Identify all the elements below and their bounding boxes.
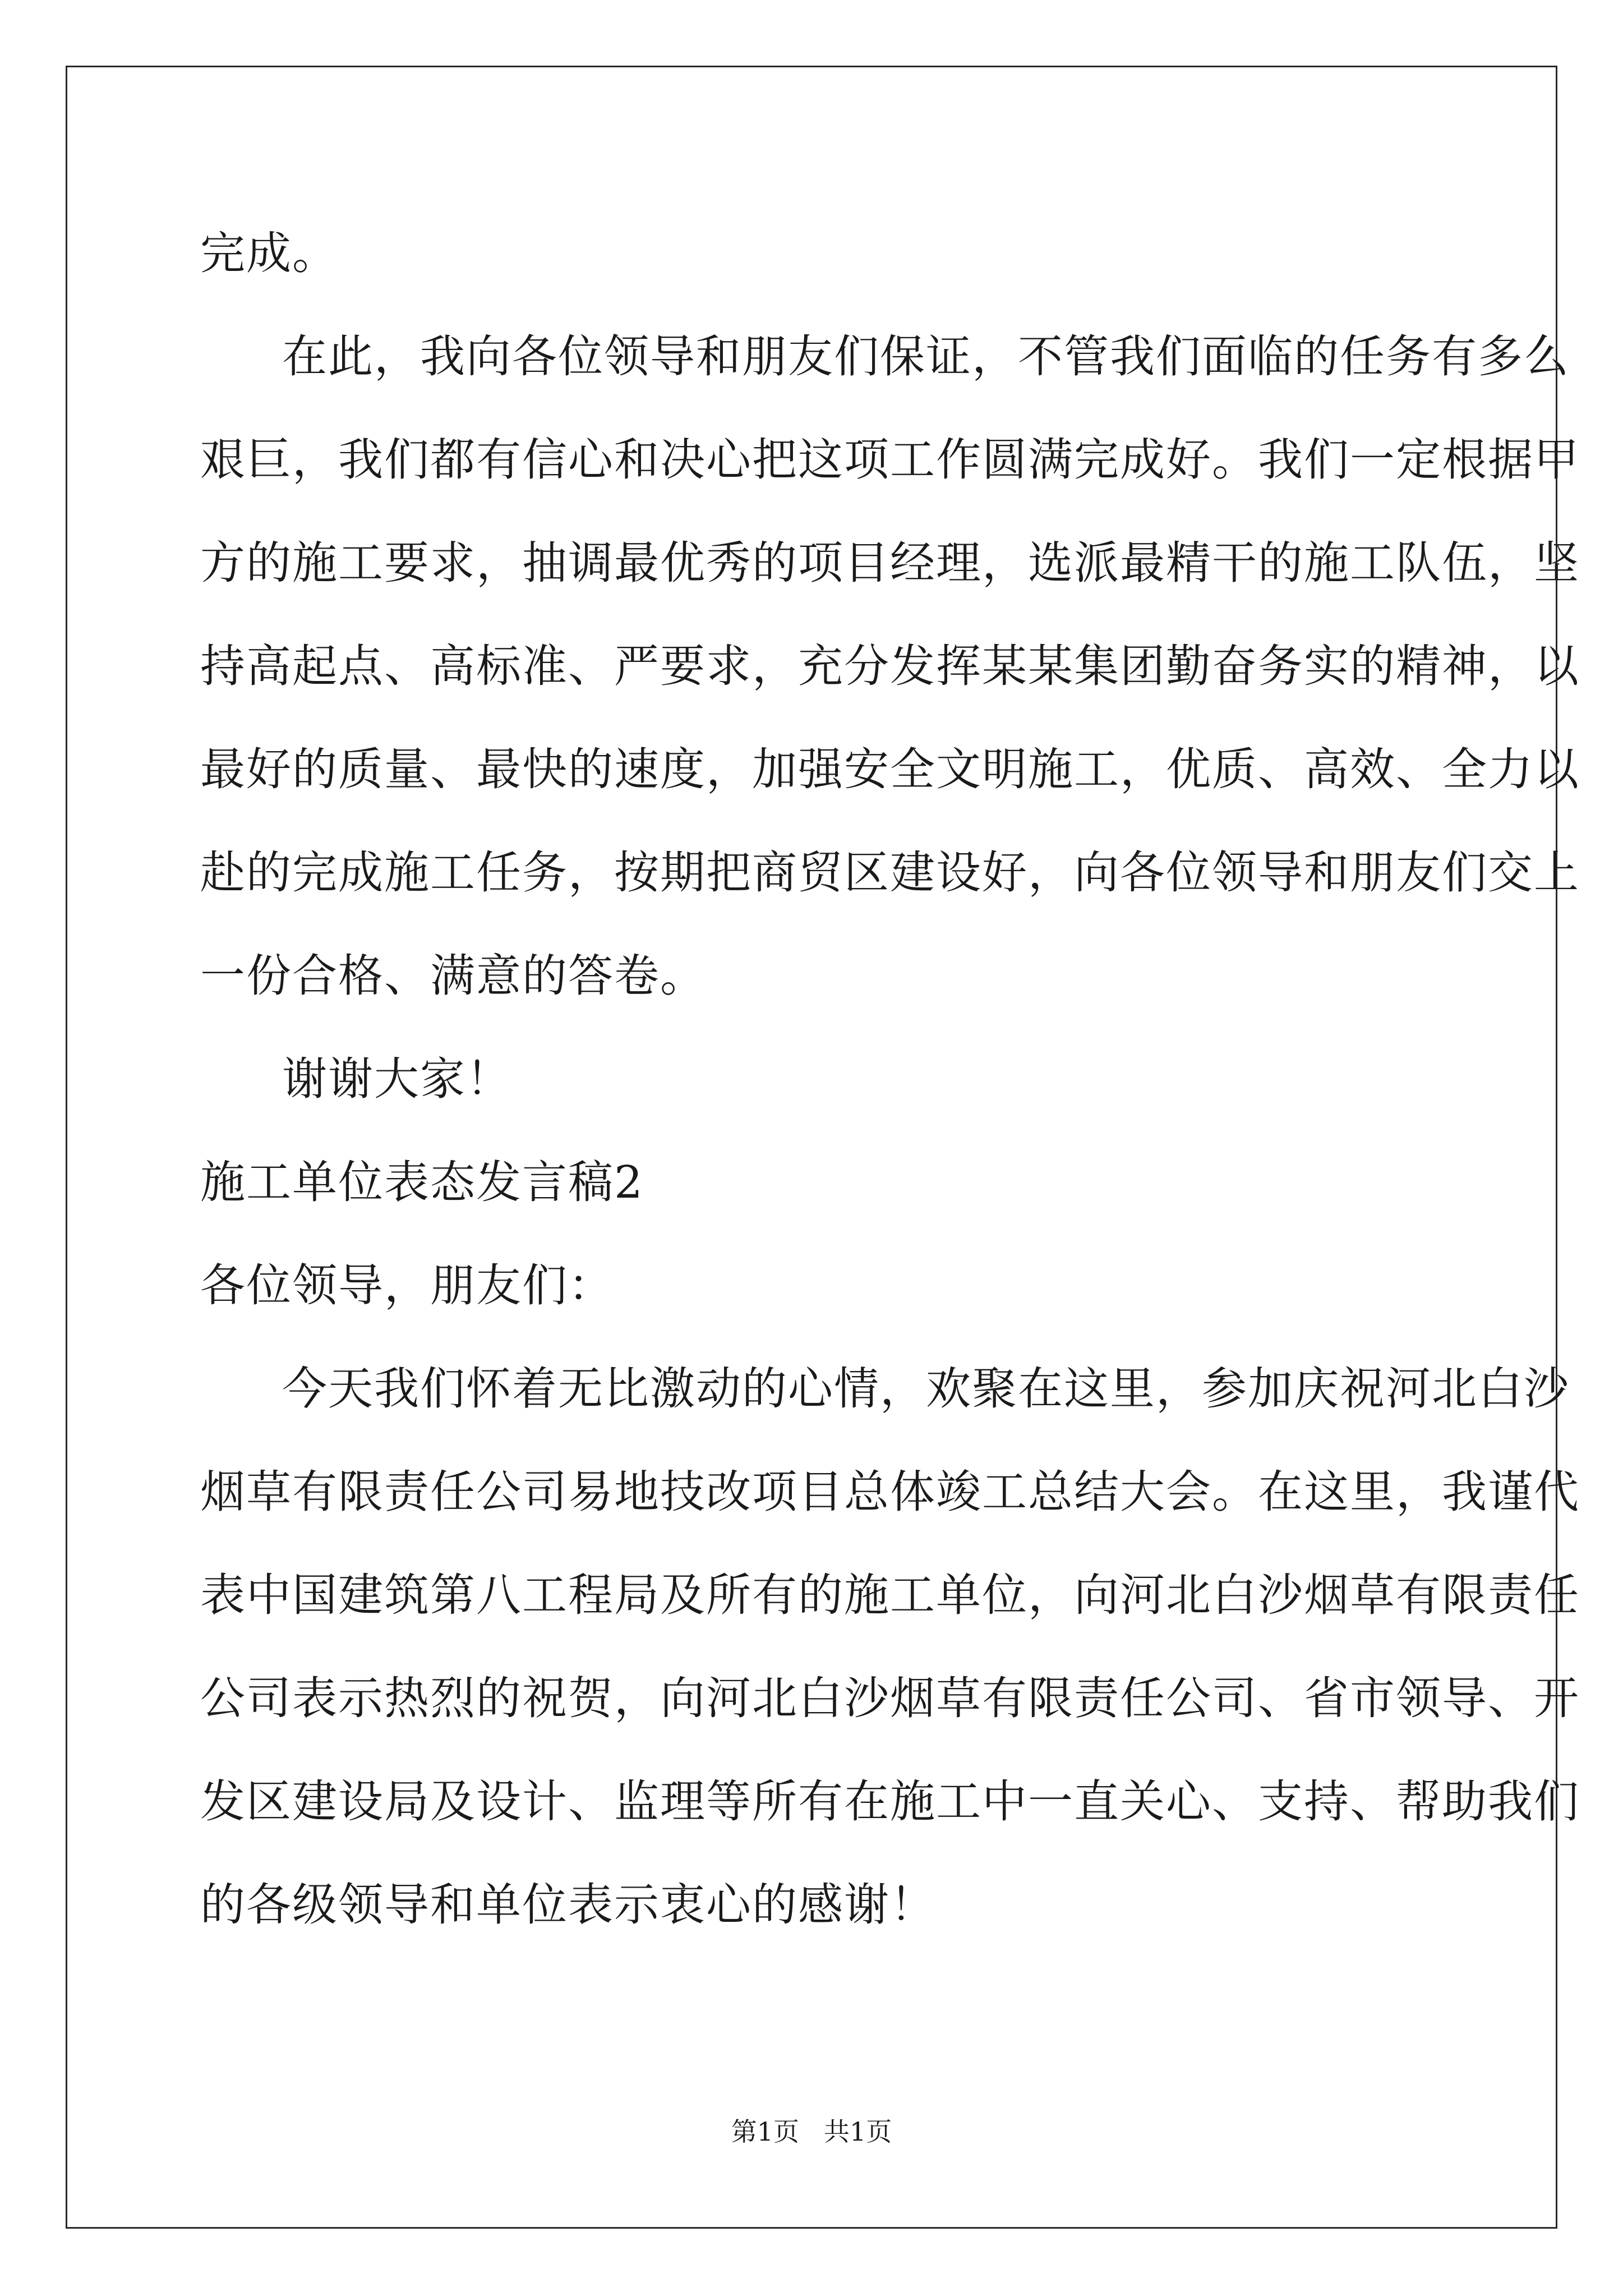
text-line: 表中国建筑第八工程局及所有的施工单位，向河北白沙烟草有限责任 (200, 1569, 1580, 1621)
text-line: 一份合格、满意的答卷。 (200, 950, 706, 1002)
text-line: 完成。 (200, 227, 338, 279)
text-line: 烟草有限责任公司易地技改项目总体竣工总结大会。在这里，我谨代 (200, 1466, 1580, 1518)
text-line: 艰巨，我们都有信心和决心把这项工作圆满完成好。我们一定根据甲 (200, 434, 1580, 486)
text-line: 在此，我向各位领导和朋友们保证，不管我们面临的任务有多么 (282, 330, 1570, 383)
text-line: 各位领导，朋友们： (200, 1259, 614, 1312)
document-body (200, 202, 1580, 1957)
text-line: 公司表示热烈的祝贺，向河北白沙烟草有限责任公司、省市领导、开 (200, 1672, 1580, 1724)
page-footer (0, 2115, 1623, 2148)
text-line: 谢谢大家！ (282, 1053, 512, 1105)
text-line: 方的施工要求，抽调最优秀的项目经理，选派最精干的施工队伍，坚 (200, 537, 1580, 589)
text-line: 赴的完成施工任务，按期把商贸区建设好，向各位领导和朋友们交上 (200, 846, 1580, 899)
text-line: 施工单位表态发言稿2 (200, 1156, 644, 1208)
text-line: 今天我们怀着无比激动的心情，欢聚在这里，参加庆祝河北白沙 (282, 1363, 1570, 1415)
text-line: 持高起点、高标准、严要求，充分发挥某某集团勤奋务实的精神，以 (200, 640, 1580, 692)
page-number-total: 共1页 (824, 2116, 892, 2147)
text-line: 发区建设局及设计、监理等所有在施工中一直关心、支持、帮助我们 (200, 1775, 1580, 1828)
text-line: 的各级领导和单位表示衷心的感谢！ (200, 1879, 936, 1931)
text-line: 最好的质量、最快的速度，加强安全文明施工，优质、高效、全力以 (200, 743, 1580, 795)
page-number-current: 第1页 (731, 2116, 799, 2147)
